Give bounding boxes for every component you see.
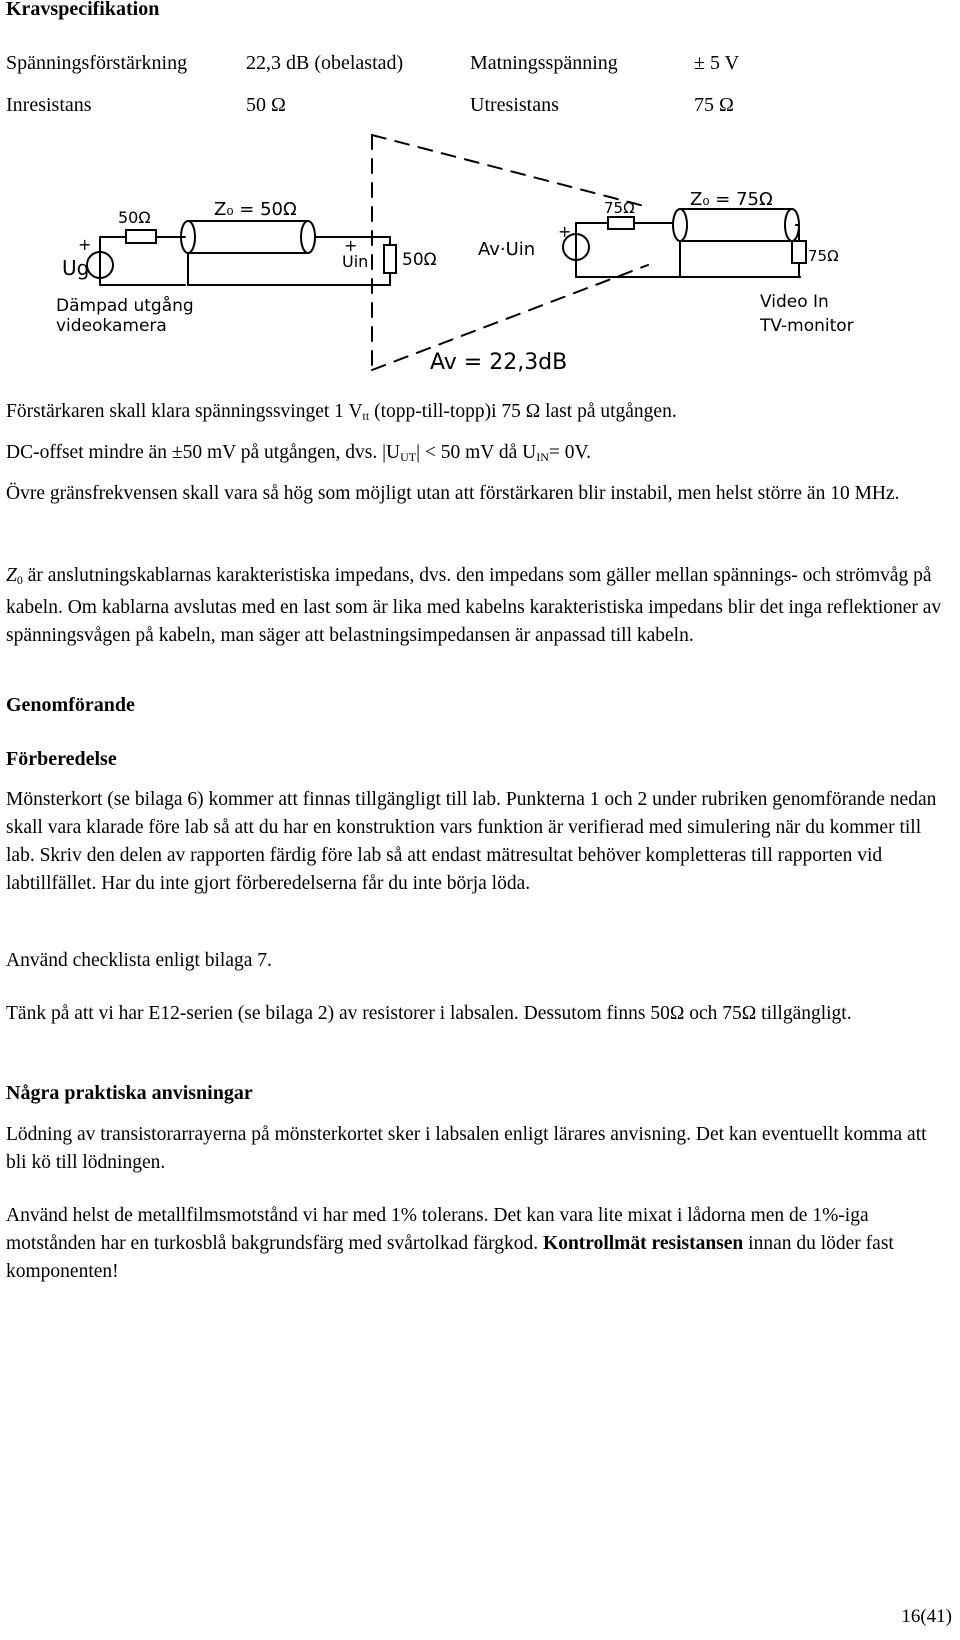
paragraph-resistors: Tänk på att vi har E12-serien (se bilaga 2) av resistorer i labsalen. Dessutom finns 50Ω och 75Ω tillgängligt. bbox=[6, 1003, 852, 1024]
label-z0-out: Z₀ = 75Ω bbox=[690, 189, 773, 210]
page-title: Kravspecifikation bbox=[6, 0, 160, 20]
paragraph-checklist: Använd checklista enligt bilaga 7. bbox=[6, 950, 272, 971]
label-ug: Ug bbox=[62, 256, 90, 280]
label-av-uin: Av·Uin bbox=[478, 239, 536, 260]
note-load-2: TV-monitor bbox=[760, 316, 854, 336]
label-r-out: 75Ω bbox=[604, 199, 635, 217]
input-resistor bbox=[384, 245, 396, 273]
note-source-1: Dämpad utgång bbox=[56, 296, 194, 316]
label-z0-in: Z₀ = 50Ω bbox=[214, 199, 297, 220]
spec-supply-value: ± 5 V bbox=[694, 52, 740, 74]
heading-genomforande: Genomförande bbox=[6, 694, 135, 716]
label-gain: Av = 22,3dB bbox=[430, 350, 568, 375]
note-load-1: Video In bbox=[760, 292, 829, 312]
spec-gain-value: 22,3 dB (obelastad) bbox=[246, 52, 404, 74]
spec-gain-label: Spänningsförstärkning bbox=[6, 52, 188, 74]
svg-text:+: + bbox=[344, 236, 358, 255]
source-resistor bbox=[126, 230, 156, 243]
spec-inres-value: 50 Ω bbox=[246, 94, 286, 116]
paragraph-dc-offset: DC-offset mindre än ±50 mV på utgången, dvs. $|U_{UT}| < 50$ mV då $U_{IN}= 0V$. bbox=[6, 442, 591, 464]
paragraph-soldering: Lödning av transistorarrayerna på mönsterkortet sker i labsalen enligt lärares anvisning. Det kan eventuellt komma att bli kö till lödningen. bbox=[6, 1124, 927, 1173]
paragraph-bandwidth: Övre gränsfrekvensen skall vara så hög som möjligt utan att förstärkaren blir instabil, men helst större än 10 MHz. bbox=[6, 483, 900, 504]
label-r-source: 50Ω bbox=[118, 208, 151, 227]
heading-forberedelse: Förberedelse bbox=[6, 748, 117, 770]
label-uin: Uin bbox=[342, 252, 369, 271]
svg-text:+: + bbox=[78, 235, 92, 254]
paragraph-impedance: $Z_0$ är anslutningskablarnas karakteristiska impedans, dvs. den impedans som gäller mellan spännings- och strömvåg på kabeln. Om kablarna avslutas med en last som är lika med kabelns karakteristiska impedans blir det inga reflektioner av spänningsvågen på kabeln, man säger att belastningsimpedansen är anpassad till kabeln. bbox=[6, 565, 942, 646]
spec-supply-label: Matningsspänning bbox=[470, 52, 618, 74]
output-resistor bbox=[608, 217, 634, 229]
spec-outres-label: Utresistans bbox=[470, 94, 559, 116]
paragraph-metal-film: Använd helst de metallfilmsmotstånd vi har med 1% tolerans. Det kan vara lite mixat i lådorna men de 1%-iga motstånden har en turkosblå bakgrundsfärg med svårtolkad färgkod. Kontrollmät resistansen innan du löder fast komponenten! bbox=[6, 1205, 894, 1282]
heading-anvisningar: Några praktiska anvisningar bbox=[6, 1082, 253, 1104]
label-r-load: 75Ω bbox=[808, 247, 839, 265]
note-source-2: videokamera bbox=[56, 316, 167, 336]
load-resistor bbox=[792, 241, 806, 263]
coax-cable-50 bbox=[181, 221, 315, 253]
spec-outres-value: 75 Ω bbox=[694, 94, 734, 116]
label-r-in: 50Ω bbox=[402, 250, 437, 270]
circuit-diagram bbox=[40, 125, 900, 390]
paragraph-preparation: Mönsterkort (se bilaga 6) kommer att finnas tillgängligt till lab. Punkterna 1 och 2 under rubriken genomförande nedan skall vara klarade före lab så att du har en konstruktion vars funktion är verifierad med simulering när du kommer till lab. Skriv den delen av rapporten färdig före lab så att endast mätresultat behöver kompletteras till rapporten vid labtillfället. Har du inte gjort förberedelserna får du inte börja löda. bbox=[6, 789, 937, 894]
svg-text:+: + bbox=[558, 222, 572, 241]
page-number: 16(41) bbox=[901, 1606, 952, 1627]
spec-inres-label: Inresistans bbox=[6, 94, 92, 116]
paragraph-swing: Förstärkaren skall klara spänningssvinget 1 $V_{tt}$ (topp-till-topp)i 75 Ω last på utgången. bbox=[6, 401, 677, 423]
coax-cable-75 bbox=[673, 209, 799, 241]
